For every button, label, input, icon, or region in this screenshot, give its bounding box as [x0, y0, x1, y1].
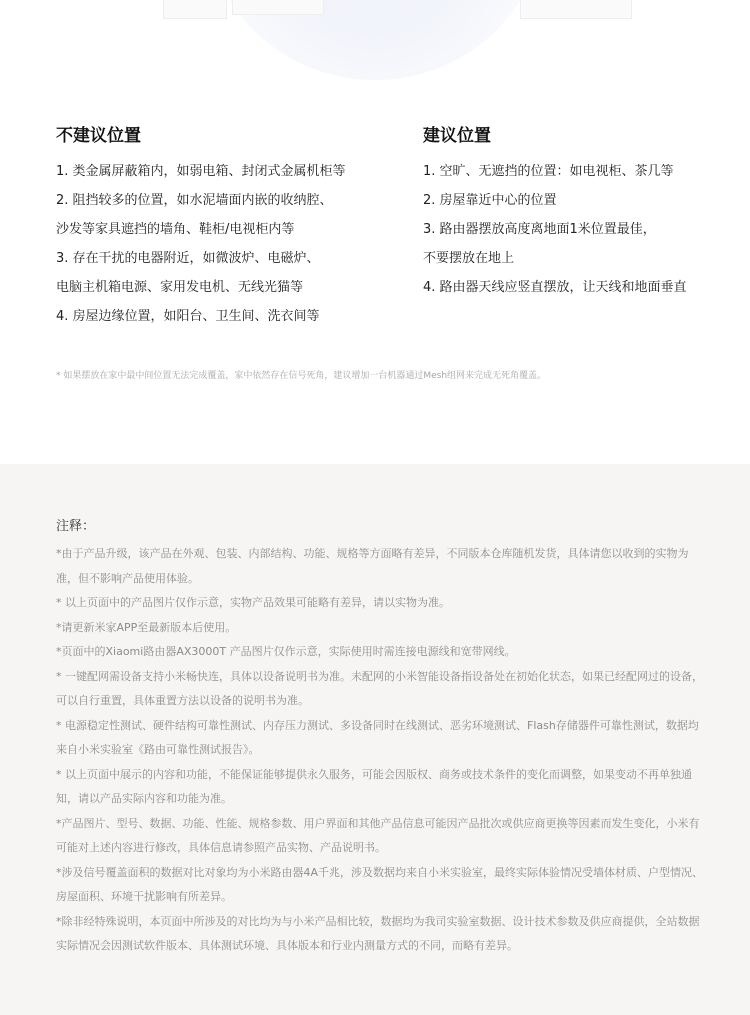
notes-section [0, 464, 750, 1015]
section-heading: 不建议位置 [56, 126, 141, 146]
notes-list [56, 542, 704, 959]
list-line: 电脑主机箱电源、家用发电机、无线光猫等 [56, 280, 304, 295]
hero-image-remnant [0, 0, 750, 100]
note-item: *产品图片、型号、数据、功能、性能、规格参数、用户界面和其他产品信息可能因产品批次或供应商更换等因素而发生变化，小米有可能对上述内容进行修改，具体信息请参照产品实物、产品说明书。 [56, 816, 700, 854]
product-image-fragment [520, 0, 632, 19]
note-item: *由于产品升级，该产品在外观、包装、内部结构、功能、规格等方面略有差异，不同版本仓库随机发货，具体请您以收到的实物为准，但不影响产品使用体验。 [56, 547, 689, 585]
list-line: 3. 路由器摆放高度离地面1米位置最佳， [423, 222, 656, 237]
recommended-section [423, 124, 723, 302]
list-line: 2. 阻挡较多的位置，如水泥墙面内嵌的收纳腔、 [56, 193, 333, 208]
not-recommended-section [56, 124, 396, 331]
product-image-fragment [163, 0, 227, 19]
note-item: *涉及信号覆盖面积的数据对比对象均为小米路由器4A千兆，涉及数据均来自小米实验室，最终实际体验情况受墙体材质、户型情况、房屋面积、环境干扰影响有所差异。 [56, 865, 704, 903]
note-item: *除非经特殊说明，本页面中所涉及的对比均为与小米产品相比较，数据均为我司实验室数据、设计技术参数及供应商提供，全站数据实际情况会因测试软件版本、具体测试环境、具体版本和行业内测量方式的不同，而略有差异。 [56, 914, 700, 952]
list-line: 不要摆放在地上 [423, 251, 515, 266]
note-item: *页面中的Xiaomi路由器AX3000T 产品图片仅作示意，实际使用时需连接电源线和宽带网线。 [56, 645, 516, 658]
note-item: * 电源稳定性测试、硬件结构可靠性测试、内存压力测试、多设备同时在线测试、恶劣环境测试、Flash存储器件可靠性测试，数据均来自小米实验室《路由可靠性测试报告》。 [56, 718, 699, 756]
note-item: * 一键配网需设备支持小米畅快连，具体以设备说明书为准。未配网的小米智能设备指设备处在初始化状态，如果已经配网过的设备，可以自行重置，具体重置方法以设备的说明书为准。 [56, 669, 703, 707]
list-line: 4. 房屋边缘位置，如阳台、卫生间、洗衣间等 [56, 309, 320, 324]
product-image-fragment [232, 0, 324, 15]
list-line: 2. 房屋靠近中心的位置 [423, 193, 557, 208]
list-line: 沙发等家具遮挡的墙角、鞋柜/电视柜内等 [56, 222, 295, 237]
note-item: *请更新米家APP至最新版本后使用。 [56, 620, 237, 634]
note-item: * 以上页面中展示的内容和功能，不能保证能够提供永久服务，可能会因版权、商务或技术条件的变化而调整，如果变动不再单独通知，请以产品实际内容和功能为准。 [56, 767, 692, 805]
mesh-footnote: * 如果摆放在家中最中间位置无法完成覆盖，家中依然存在信号死角，建议增加一台机器通过Mesh组网来完成无死角覆盖。 [56, 371, 547, 381]
list-line: 3. 存在干扰的电器附近，如微波炉、电磁炉、 [56, 251, 320, 266]
note-item: * 以上页面中的产品图片仅作示意，实物产品效果可能略有差异，请以实物为准。 [56, 596, 450, 609]
list-line: 1. 类金属屏蔽箱内，如弱电箱、封闭式金属机柜等 [56, 164, 346, 179]
list-line: 4. 路由器天线应竖直摆放，让天线和地面垂直 [423, 280, 687, 295]
section-heading: 建议位置 [423, 126, 491, 146]
notes-title: 注释： [56, 519, 96, 534]
list-line: 1. 空旷、无遮挡的位置：如电视柜、茶几等 [423, 164, 674, 179]
